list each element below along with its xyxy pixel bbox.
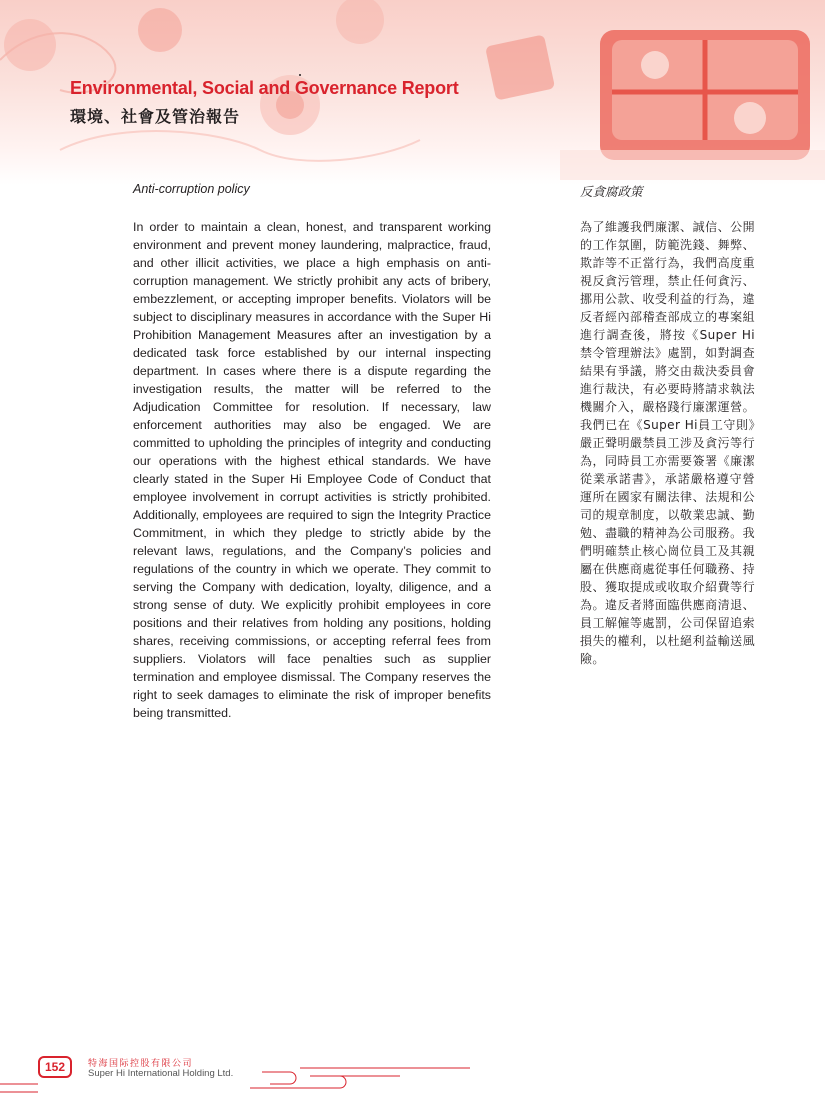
report-title-en: Environmental, Social and Governance Report xyxy=(70,78,459,98)
section-body-en: In order to maintain a clean, honest, and transparent working environment and prevent money laundering, malpractice, fraud, and other illicit activities, we place a high emphasis on anti-corruption management. We strictly prohibit any acts of bribery, embezzlement, or accepting improper benefits. Violators will be subject to disciplinary measures in accordance with the Super Hi Prohibition Management Measures after an investigation by a dedicated task force established by our internal inspecting department. In cases where there is a dispute regarding the investigation results, the matter will be referred to the Adjudication Committee for resolution. If necessary, law enforcement authorities may also be engaged. We are committed to upholding the principles of integrity and conducting our operations with the highest ethical standards. We have clearly stated in the Super Hi Employee Code of Conduct that employee involvement in corrupt activities is strictly prohibited. Additionally, employees are required to sign the Integrity Practice Commitment, in which they pledge to strictly abide by the relevant laws, regulations, and the Company’s policies and regulations of the country in which we operate. They commit to serving the Company with dedication, loyalty, diligence, and a strong sense of duty. We explicitly prohibit employees in core positions and their relatives from holding any positions, holding shares, receiving commissions, or accepting referral fees from suppliers. Violators will face penalties such as supplier termination and employee dismissal. The Company reserves the right to seek damages to eliminate the risk of improper benefits being transmitted. xyxy=(133,220,491,720)
section-body-zh: 為了維護我們廉潔、誠信、公開的工作氛圍，防範洗錢、舞弊、欺詐等不正當行為，我們高度重視反貪污管理，禁止任何貪污、挪用公款、收受利益的行為，違反者經內部稽查部成立的專案組進行調查後，將按《Super Hi禁令管理辦法》處罰，如對調查結果有爭議，將交由裁決委員會進行裁決，有必要時將請求執法機關介入，嚴格踐行廉潔運營。我們已在《Super Hi員工守則》嚴正聲明嚴禁員工涉及貪污等行為，同時員工亦需要簽署《廉潔從業承諾書》，承諾嚴格遵守營運所在國家有關法律、法規和公司的規章制度，以敬業忠誠、勤勉、盡職的精神為公司服務。我們明確禁止核心崗位員工及其親屬在供應商處從事任何職務、持股、獲取提成或收取介紹費等行為。違反者將面臨供應商清退、員工解僱等處罰，公司保留追索損失的權利，以杜絕利益輸送風險。 xyxy=(580,220,755,666)
section-heading-en: Anti-corruption policy xyxy=(133,182,250,196)
company-name-zh: 特海国际控股有限公司 xyxy=(88,1059,194,1069)
company-name-en: Super Hi International Holding Ltd. xyxy=(88,1068,234,1079)
header-banner xyxy=(0,0,825,185)
page-number: 152 xyxy=(38,1056,72,1078)
section-heading-zh: 反貪腐政策 xyxy=(580,184,643,199)
page-footer xyxy=(0,1048,825,1108)
report-title-zh: 環境、社會及管治報告 xyxy=(70,107,241,126)
